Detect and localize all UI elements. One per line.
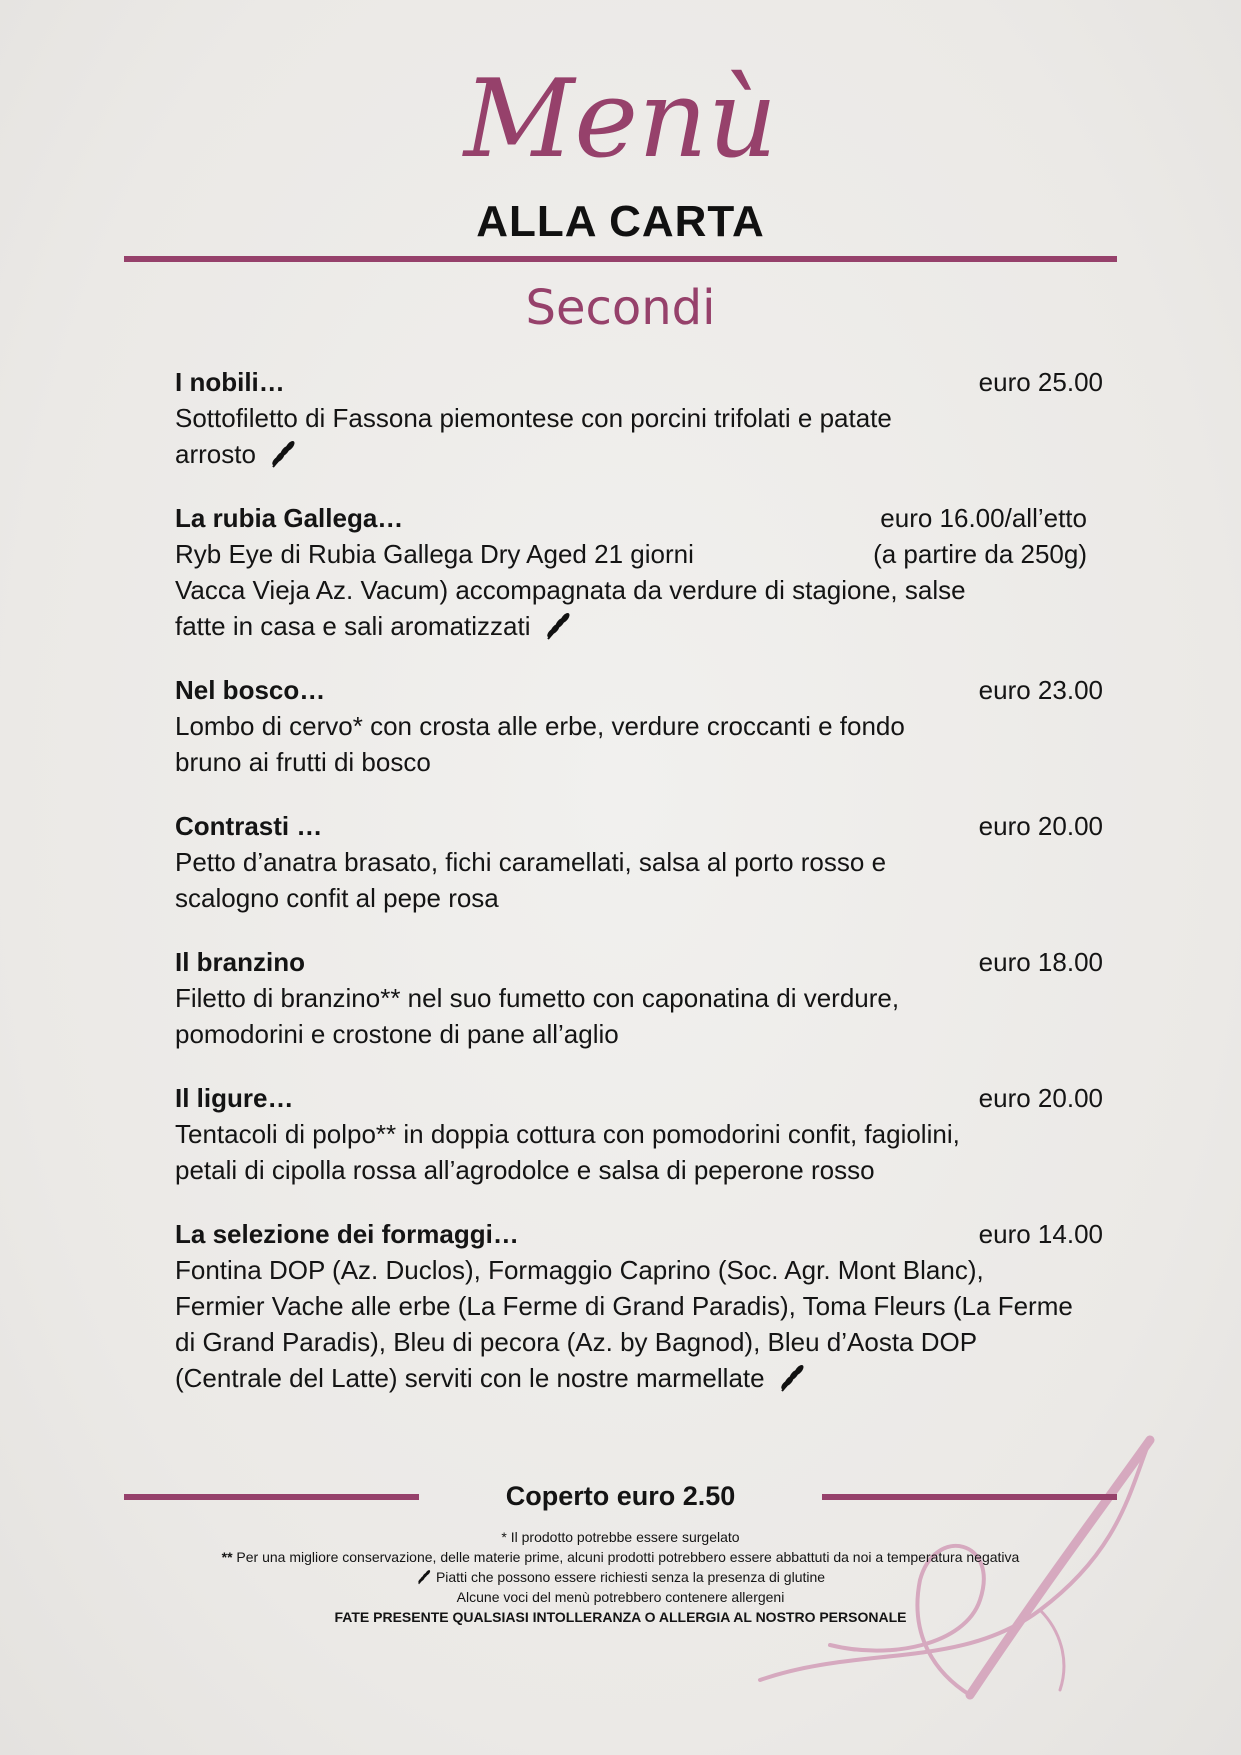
dish-description: Filetto di branzino** nel suo fumetto con caponatina di verdure, pomodorini e crostone di pane all’aglio	[175, 983, 900, 1049]
wheat-icon	[268, 439, 298, 469]
dish-item	[175, 672, 1103, 780]
coperto-price: Coperto euro 2.50	[505, 1481, 736, 1511]
wheat-icon	[543, 611, 573, 641]
dish-item	[175, 808, 1103, 916]
dish-name: Il branzino	[175, 947, 305, 977]
menu-title: Menù	[463, 57, 778, 182]
dish-description: Sottofiletto di Fassona piemontese con porcini trifolati e patate arrosto	[175, 403, 892, 469]
dish-item	[175, 364, 1103, 472]
dish-name: La rubia Gallega…	[175, 503, 404, 533]
dish-price: euro 16.00/all’etto	[880, 503, 1087, 533]
dish-description-first-line: Ryb Eye di Rubia Gallega Dry Aged 21 giorni	[175, 539, 694, 569]
dish-price: euro 25.00	[978, 367, 1103, 397]
dish-description: Tentacoli di polpo** in doppia cottura con pomodorini confit, fagiolini, petali di cipolla rossa all’agrodolce e salsa di peperone rosso	[175, 1119, 960, 1185]
dish-item	[175, 944, 1103, 1052]
dish-name: Il ligure…	[175, 1083, 294, 1113]
note-blast-chilled-marker: **	[221, 1549, 233, 1565]
wheat-icon	[777, 1363, 807, 1393]
dish-name: Contrasti …	[175, 811, 323, 841]
header-divider	[124, 256, 1117, 262]
dish-name: I nobili…	[175, 367, 285, 397]
dish-description: Fontina DOP (Az. Duclos), Formaggio Caprino (Soc. Agr. Mont Blanc), Fermier Vache alle erbe (La Ferme di Grand Paradis), Toma Fleurs (La Ferme di Grand Paradis), Bleu di pecora (Az. by Bagnod), Bleu d’Aosta DOP (Centrale del Latte) serviti con le nostre marmellate	[175, 1255, 1073, 1393]
dish-item	[175, 1080, 1103, 1188]
dish-price: euro 14.00	[978, 1219, 1103, 1249]
dish-item	[175, 500, 1095, 644]
dish-name: La selezione dei formaggi…	[175, 1219, 519, 1249]
dish-description: Vacca Vieja Az. Vacum) accompagnata da verdure di stagione, salse fatte in casa e sali aromatizzati	[175, 575, 966, 641]
dish-price: euro 20.00	[978, 1083, 1103, 1113]
dish-description: Lombo di cervo* con crosta alle erbe, verdure croccanti e fondo bruno ai frutti di bosco	[175, 711, 905, 777]
note-blast-chilled	[0, 1547, 1241, 1567]
note-warning: FATE PRESENTE QUALSIASI INTOLLERANZA O ALLERGIA AL NOSTRO PERSONALE	[334, 1609, 907, 1625]
note-blast-chilled-text: Per una migliore conservazione, delle materie prime, alcuni prodotti potrebbero essere abbattuti da noi a temperatura negativa	[232, 1549, 1020, 1565]
dish-price: euro 18.00	[978, 947, 1103, 977]
dish-list	[175, 364, 1103, 1424]
menu-subtitle: ALLA CARTA	[476, 197, 765, 246]
dish-item	[175, 1216, 1103, 1396]
dish-price: euro 20.00	[978, 811, 1103, 841]
footnotes	[0, 1527, 1241, 1627]
note-gluten-free-text: Piatti che possono essere richiesti senza la presenza di glutine	[435, 1569, 826, 1585]
note-gluten-free	[0, 1567, 1241, 1587]
wheat-icon	[416, 1569, 432, 1585]
section-title: Secondi	[525, 280, 716, 336]
dish-price: euro 23.00	[978, 675, 1103, 705]
note-frozen: * Il prodotto potrebbe essere surgelato	[501, 1529, 740, 1545]
note-allergens: Alcune voci del menù potrebbero contenere allergeni	[456, 1589, 785, 1605]
dish-description: Petto d’anatra brasato, fichi caramellati, salsa al porto rosso e scalogno confit al pepe rosa	[175, 847, 887, 913]
dish-price-note: (a partire da 250g)	[873, 539, 1087, 569]
dish-name: Nel bosco…	[175, 675, 326, 705]
